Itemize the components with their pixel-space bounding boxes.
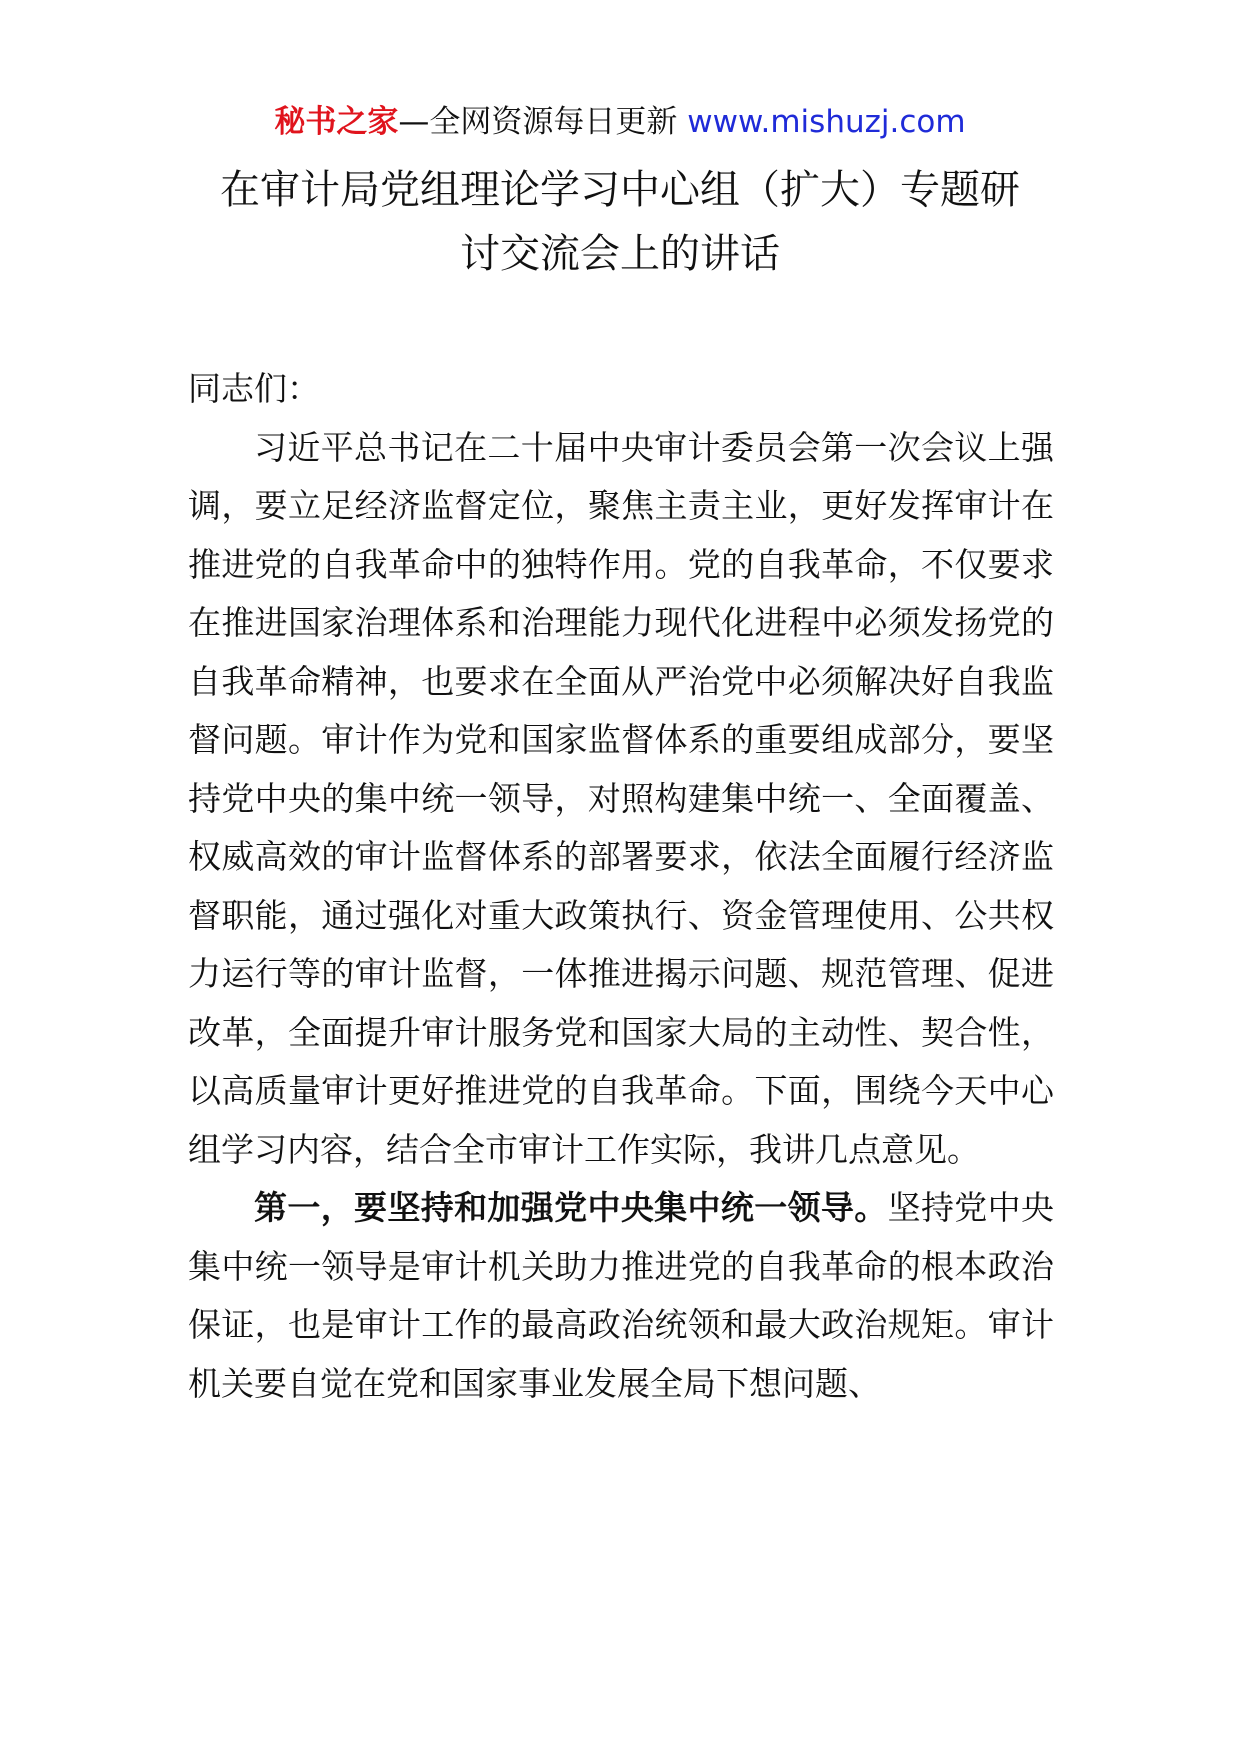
first-point-heading: 第一，要坚持和加强党中央集中统一领导。 — [254, 1188, 888, 1227]
paragraph-first-point — [188, 1179, 1054, 1413]
document-title-line-2: 讨交流会上的讲话 — [460, 231, 780, 277]
brand-name: 秘书之家 — [274, 104, 399, 140]
site-header — [0, 100, 1240, 144]
document-title — [150, 158, 1090, 286]
paragraph-intro: 习近平总书记在二十届中央审计委员会第一次会议上强调，要立足经济监督定位，聚焦主责主业，更好发挥审计在推进党的自我革命中的独特作用。党的自我革命，不仅要求在推进国家治理体系和治理能力现代化进程中必须发扬党的自我革命精神，也要求在全面从严治党中必须解决好自我监督问题。审计作为党和国家监督体系的重要组成部分，要坚持党中央的集中统一领导，对照构建集中统一、全面覆盖、权威高效的审计监督体系的部署要求，依法全面履行经济监督职能，通过强化对重大政策执行、资金管理使用、公共权力运行等的审计监督，一体推进揭示问题、规范管理、促进改革，全面提升审计服务党和国家大局的主动性、契合性，以高质量审计更好推进党的自我革命。下面，围绕今天中心组学习内容，结合全市审计工作实际，我讲几点意见。 — [188, 427, 1054, 1169]
site-url-link[interactable]: www.mishuzj.com — [687, 104, 966, 140]
document-title-line-1: 在审计局党组理论学习中心组（扩大）专题研 — [220, 167, 1020, 213]
document-body — [188, 360, 1054, 1413]
salutation: 同志们： — [188, 369, 320, 408]
first-point-text: 坚持党中央集中统一领导是审计机关助力推进党的自我革命的根本政治保证，也是审计工作的最高政治统领和最大政治规矩。审计机关要自觉在党和国家事业发展全局下想问题、 — [188, 1188, 1055, 1403]
header-tagline: —全网资源每日更新 — [398, 104, 688, 140]
